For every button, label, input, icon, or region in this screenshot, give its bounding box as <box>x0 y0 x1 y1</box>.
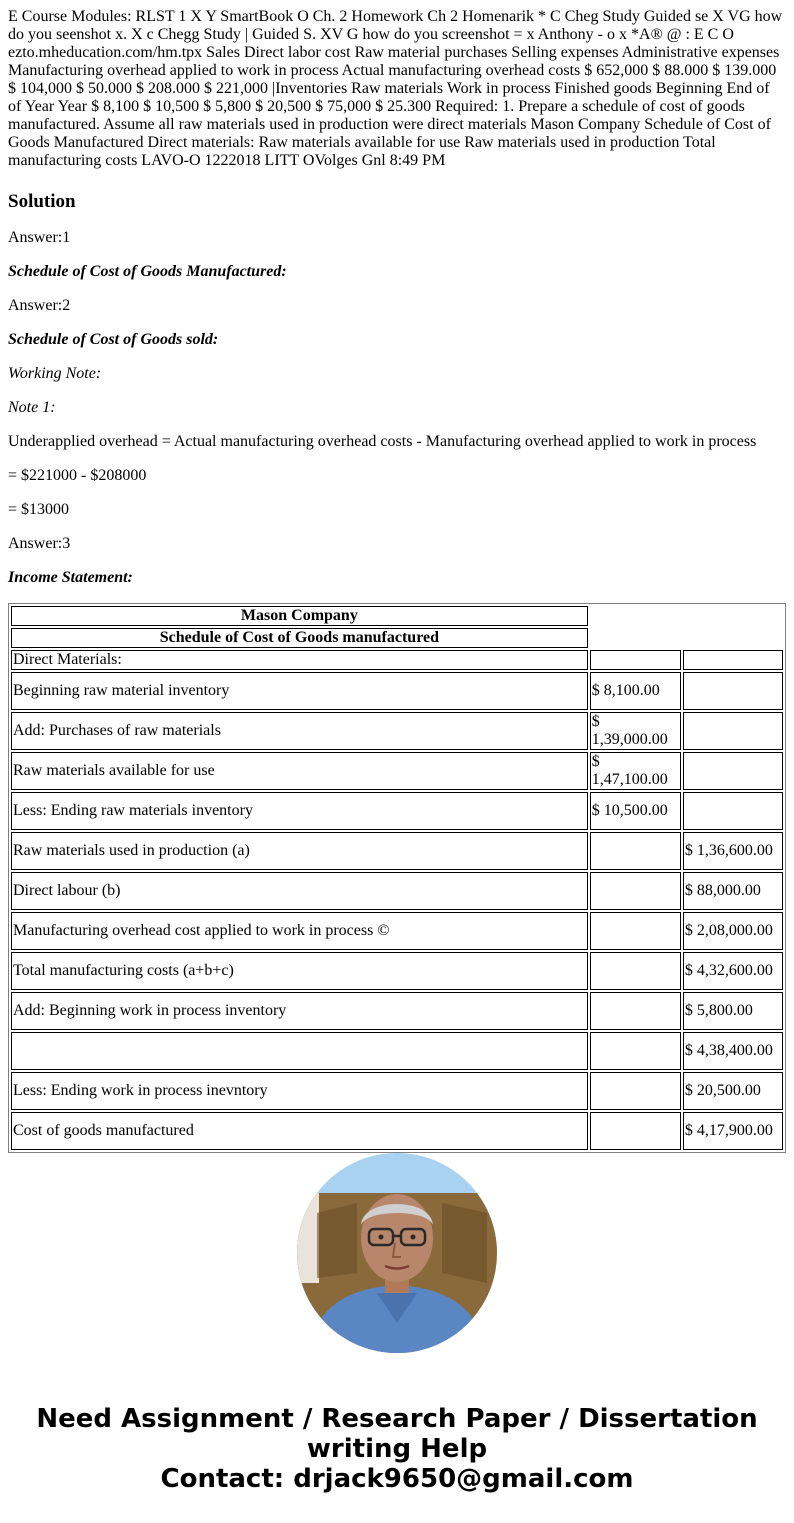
row-subtotal-cell <box>590 650 681 670</box>
row-total-cell: $ 1,36,600.00 <box>683 832 783 870</box>
row-total-cell: $ 4,32,600.00 <box>683 952 783 990</box>
calc-line-1: = $221000 - $208000 <box>8 467 147 484</box>
schedule-cogs-heading: Schedule of Cost of Goods sold: <box>8 331 219 348</box>
answer-3-label: Answer:3 <box>8 535 71 552</box>
answer-2-label: Answer:2 <box>8 297 71 314</box>
author-avatar <box>297 1153 497 1353</box>
row-total-cell: $ 5,800.00 <box>683 992 783 1030</box>
promo-line-2: writing Help <box>306 1434 488 1464</box>
row-total-cell: $ 88,000.00 <box>683 872 783 910</box>
row-label-cell: Less: Ending raw materials inventory <box>11 792 588 830</box>
intro-text: E Course Modules: RLST 1 X Y SmartBook O Ch. 2 Homework Ch 2 Homenarik * C Cheg Study Guided se X VG how do you seenshot x. X c Chegg Study | Guided S. XV G how do you screenshot = x Anthony - o x *A® @ : E C O ezto.mheducation.com/hm.tpx Sales Direct labor cost Raw material purchases Selling expenses Administrative expenses Manufacturing overhead applied to work in process Actual manufacturing overhead costs $ 652,000 $ 88.000 $ 139.000 $ 104,000 $ 50.000 $ 208.000 $ 221,000 |Inventories Raw materials Work in process Finished goods Beginning End of of Year Year $ 8,100 $ 10,500 $ 5,800 $ 20,500 $ 75,000 $ 25.300 Required: 1. Prepare a schedule of cost of goods manufactured. Assume all raw materials used in production were direct materials Mason Company Schedule of Cost of Goods Manufactured Direct materials: Raw materials available for use Raw materials used in production Total manufacturing costs LAVO-O 1222018 LITT OVolges Gnl 8:49 PM <box>8 8 783 169</box>
row-label-cell: Add: Purchases of raw materials <box>11 712 588 750</box>
table-row <box>11 752 783 790</box>
answer-1-label: Answer:1 <box>8 229 71 246</box>
table-row <box>11 792 783 830</box>
income-statement-heading: Income Statement: <box>8 569 133 586</box>
row-subtotal-cell <box>590 1072 681 1110</box>
promo-banner <box>0 1404 794 1494</box>
row-subtotal-cell: $ 1,47,100.00 <box>590 752 681 790</box>
row-subtotal-cell: $ 1,39,000.00 <box>590 712 681 750</box>
header-blank-cell <box>590 606 783 648</box>
row-total-cell: $ 20,500.00 <box>683 1072 783 1110</box>
row-label-cell: Total manufacturing costs (a+b+c) <box>11 952 588 990</box>
row-subtotal-cell <box>590 912 681 950</box>
note-1-label: Note 1: <box>8 399 56 416</box>
table-row <box>11 1032 783 1070</box>
row-subtotal-cell <box>590 992 681 1030</box>
row-total-cell <box>683 752 783 790</box>
row-subtotal-cell: $ 10,500.00 <box>590 792 681 830</box>
row-subtotal-cell <box>590 1112 681 1150</box>
promo-contact: Contact: drjack9650@gmail.com <box>160 1464 634 1494</box>
table-row <box>11 992 783 1030</box>
row-label-cell: Add: Beginning work in process inventory <box>11 992 588 1030</box>
row-total-cell <box>683 712 783 750</box>
table-row <box>11 650 783 670</box>
row-subtotal-cell <box>590 872 681 910</box>
table-row <box>11 952 783 990</box>
row-label-cell: Beginning raw material inventory <box>11 672 588 710</box>
calc-line-2: = $13000 <box>8 501 70 518</box>
row-total-cell <box>683 672 783 710</box>
promo-line-1: Need Assignment / Research Paper / Dissertation <box>36 1404 758 1434</box>
row-label-cell <box>11 1032 588 1070</box>
cogm-schedule-table <box>8 603 786 1153</box>
table-row <box>11 1112 783 1150</box>
row-label-cell: Raw materials available for use <box>11 752 588 790</box>
row-label-cell: Raw materials used in production (a) <box>11 832 588 870</box>
table-row <box>11 712 783 750</box>
row-total-cell <box>683 792 783 830</box>
working-note-label: Working Note: <box>8 365 102 382</box>
schedule-title-cell: Schedule of Cost of Goods manufactured <box>11 628 588 648</box>
row-subtotal-cell: $ 8,100.00 <box>590 672 681 710</box>
schedule-cogm-heading: Schedule of Cost of Goods Manufactured: <box>8 263 287 280</box>
table-row <box>11 912 783 950</box>
table-row <box>11 672 783 710</box>
row-label-cell: Less: Ending work in process inevntory <box>11 1072 588 1110</box>
row-total-cell: $ 4,17,900.00 <box>683 1112 783 1150</box>
row-total-cell: $ 4,38,400.00 <box>683 1032 783 1070</box>
underapplied-formula: Underapplied overhead = Actual manufacturing overhead costs - Manufacturing overhead applied to work in process <box>8 433 757 450</box>
company-name-cell: Mason Company <box>11 606 588 626</box>
table-row <box>11 832 783 870</box>
row-label-cell: Cost of goods manufactured <box>11 1112 588 1150</box>
solution-heading: Solution <box>8 191 76 212</box>
table-row <box>11 1072 783 1110</box>
row-subtotal-cell <box>590 832 681 870</box>
row-label-cell: Direct labour (b) <box>11 872 588 910</box>
table-header-row <box>11 606 783 626</box>
portrait-image <box>297 1153 497 1353</box>
row-total-cell: $ 2,08,000.00 <box>683 912 783 950</box>
row-subtotal-cell <box>590 1032 681 1070</box>
row-label-cell: Direct Materials: <box>11 650 588 670</box>
row-total-cell <box>683 650 783 670</box>
table-row <box>11 872 783 910</box>
row-label-cell: Manufacturing overhead cost applied to work in process © <box>11 912 588 950</box>
row-subtotal-cell <box>590 952 681 990</box>
